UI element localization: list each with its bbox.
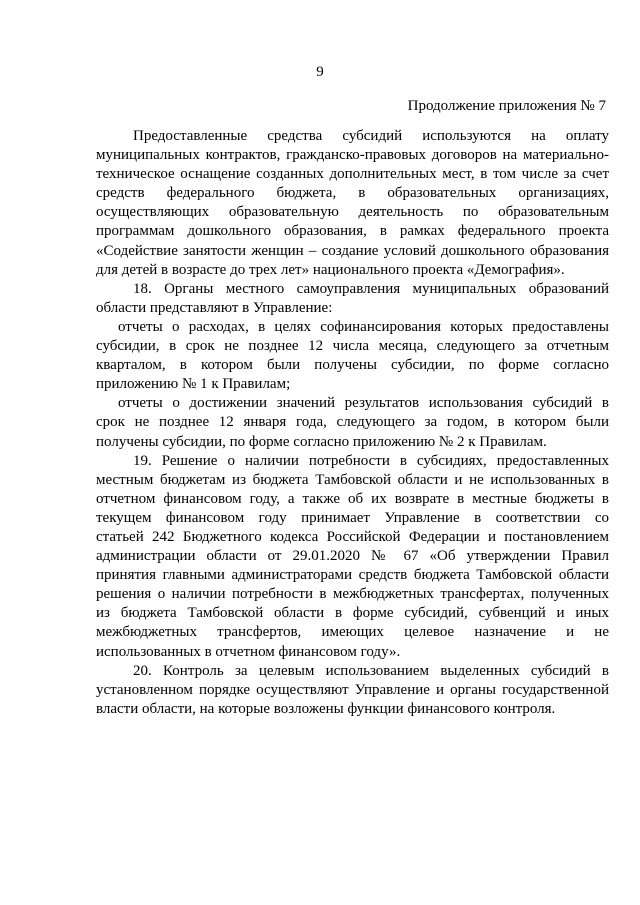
text-line: отчетном финансовом году, а также об их возврате в местные бюджеты в [96, 490, 609, 507]
paragraph-18 [96, 280, 609, 318]
text-line: решения о наличии потребности в межбюджетных трансфертах, полученных [96, 586, 609, 603]
text-line: программам дошкольного образования, в рамках федерального проекта [96, 223, 609, 240]
paragraph-20 [96, 662, 609, 719]
text-line: приложению № 1 к Правилам; [96, 376, 291, 393]
page-number: 9 [316, 64, 324, 80]
text-line: «Содействие занятости женщин – создание условий дошкольного образования [96, 242, 609, 259]
text-line: для детей в возрасте до трех лет» национального проекта «Демография». [96, 261, 565, 278]
text-line: из бюджета Тамбовской области в форме субсидий, субвенций и иных [96, 605, 609, 622]
text-line: установленном порядке осуществляют Управление и органы государственной [96, 681, 609, 698]
text-line: получены субсидии, по форме согласно приложению № 2 к Правилам. [96, 433, 547, 450]
paragraph-19 [96, 452, 609, 662]
text-line: использованных в отчетном финансовом году». [96, 643, 401, 660]
text-line: кварталом, в котором были получены субсидии, по форме согласно [96, 357, 609, 374]
text-line: области представляют в Управление: [96, 299, 333, 316]
text-line: осуществляющих образовательную деятельность по образовательным [96, 204, 609, 221]
text-line: средств федерального бюджета, в образовательных организациях, [96, 185, 609, 202]
text-line: субсидии, в срок не позднее 12 числа месяца, следующего за отчетным [96, 338, 609, 355]
text-line: текущем финансовом году принимает Управление в соответствии со [96, 509, 609, 526]
text-line: статьей 242 Бюджетного кодекса Российской Федерации и постановлением [96, 528, 609, 545]
text-line: Предоставленные средства субсидий используются на оплату [133, 128, 609, 144]
text-line: власти области, на которые возложены функции финансового контроля. [96, 700, 556, 717]
text-line: администрации области от 29.01.2020 № 67 «Об утверждении Правил [96, 548, 609, 565]
text-line: 20. Контроль за целевым использованием выделенных субсидий в [133, 662, 609, 679]
text-line: 19. Решение о наличии потребности в субсидиях, предоставленных [133, 452, 609, 469]
text-line: межбюджетных трансфертов, имеющих целевое назначение и не [96, 624, 609, 641]
text-line: срок не позднее 12 января года, следующего за годом, в котором были [96, 414, 609, 431]
text-line: 18. Органы местного самоуправления муниципальных образований [133, 280, 609, 297]
paragraph-18-reports-results [96, 394, 609, 451]
appendix-continuation-note: Продолжение приложения № 7 [407, 98, 606, 114]
text-line: принятия главными администраторами средств бюджета Тамбовской области [96, 567, 609, 584]
text-line: муниципальных контрактов, гражданско-правовых договоров на материально- [96, 147, 609, 164]
text-line: отчеты о достижении значений результатов использования субсидий в [118, 395, 609, 412]
text-line: местным бюджетам из бюджета Тамбовской области и не использованных в [96, 471, 609, 488]
text-line: техническое оснащение созданных дополнительных мест, в том числе за счет [96, 166, 609, 183]
document-body [96, 127, 609, 719]
paragraph-subsidy-use [96, 127, 609, 280]
text-line: отчеты о расходах, в целях софинансирования которых предоставлены [118, 318, 609, 335]
paragraph-18-reports-expenses [96, 318, 609, 394]
